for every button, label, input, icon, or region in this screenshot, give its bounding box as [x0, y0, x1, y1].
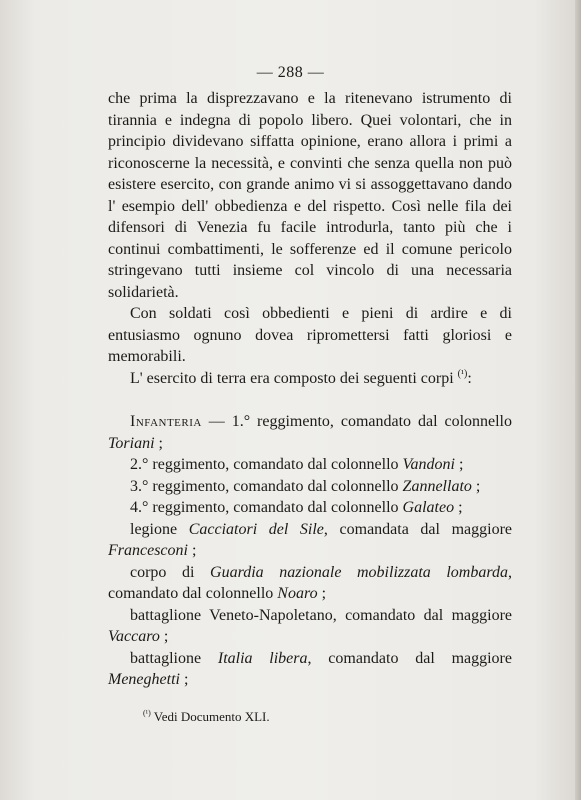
infanteria-item-2: 2.° reggimento, comandato dal colonnello Vandoni ; — [130, 456, 464, 473]
infanteria-item-legione: legione Cacciatori del Sile, comandata dal maggiore Francesconi ; — [108, 520, 512, 559]
commander-name: Meneghetti — [108, 671, 180, 688]
infanteria-item-corpo: corpo di Guardia nazionale mobilizzata lombarda, comandato dal colonnello Noaro ; — [108, 563, 512, 602]
commander-name: Francesconi — [108, 542, 188, 559]
unit-name: Italia libera — [217, 649, 308, 667]
infanteria-item-1: Infanteria — 1.° reggimento, comandato dal colonnello Toriani ; — [108, 413, 513, 452]
paragraph-1: che prima la disprezzavano e la ritenevano istrumento di tirannia e indegna di popolo libero. Quei volontari, che in principio dividevano siffatta opinione, erano allora i primi a riconoscerne la necessità, e convinti che senza quella non può esistere esercito, con grande animo vi si assoggettavano dando l' esempio dell' obbedienza e del rispetto. Così nelle fila dei difensori di Venezia fu facile introdurla, tanto più che i continui combattimenti, le sofferenze ed il comune pericolo stringevano tutti insieme col vincolo di una necessaria solidarietà. — [108, 90, 512, 301]
footnote-marker: (¹) — [143, 708, 151, 718]
infanteria-item-4: 4.° reggimento, comandato dal colonnello Galateo ; — [130, 499, 463, 516]
paragraph-2: Con soldati così obbedienti e pieni di ardire e di entusiasmo ognuno dovea ripromettersi fatti gloriosi e memorabili. — [108, 305, 512, 365]
commander-name: Zannellato — [402, 477, 472, 495]
infanteria-item-3: 3.° reggimento, comandato dal colonnello Zannellato ; — [130, 477, 481, 495]
unit-name: Cacciatori del Sile — [188, 520, 324, 538]
unit-name: Guardia nazionale mobilizzata lombarda — [210, 563, 508, 581]
footnote-reference: (¹) — [457, 368, 468, 380]
footnote — [143, 709, 270, 725]
footnote-text: Vedi Documento XLI. — [150, 709, 270, 724]
section-heading-infanteria: Infanteria — [130, 413, 202, 430]
paragraph-3-end: : — [467, 369, 472, 387]
infanteria-item-italia: battaglione Italia libera, comandato dal maggiore Meneghetti ; — [108, 649, 512, 688]
commander-name: Toriani — [108, 434, 155, 452]
infanteria-item-veneto: battaglione Veneto-Napoletano, comandato dal maggiore Vaccaro ; — [108, 606, 512, 645]
page-number: — 288 — — [256, 64, 325, 81]
paragraph-3 — [108, 368, 512, 390]
paragraph-3-text: L' esercito di terra era composto dei seguenti corpi — [130, 369, 458, 387]
section-gap — [108, 389, 512, 411]
page-edge-shadow — [575, 0, 581, 800]
commander-name: Galateo — [402, 499, 455, 516]
heading-dash: — — [201, 413, 232, 430]
commander-name: Vaccaro — [108, 628, 160, 645]
body-text — [108, 88, 512, 691]
commander-name: Vandoni — [402, 456, 455, 473]
commander-name: Noaro — [277, 585, 318, 602]
